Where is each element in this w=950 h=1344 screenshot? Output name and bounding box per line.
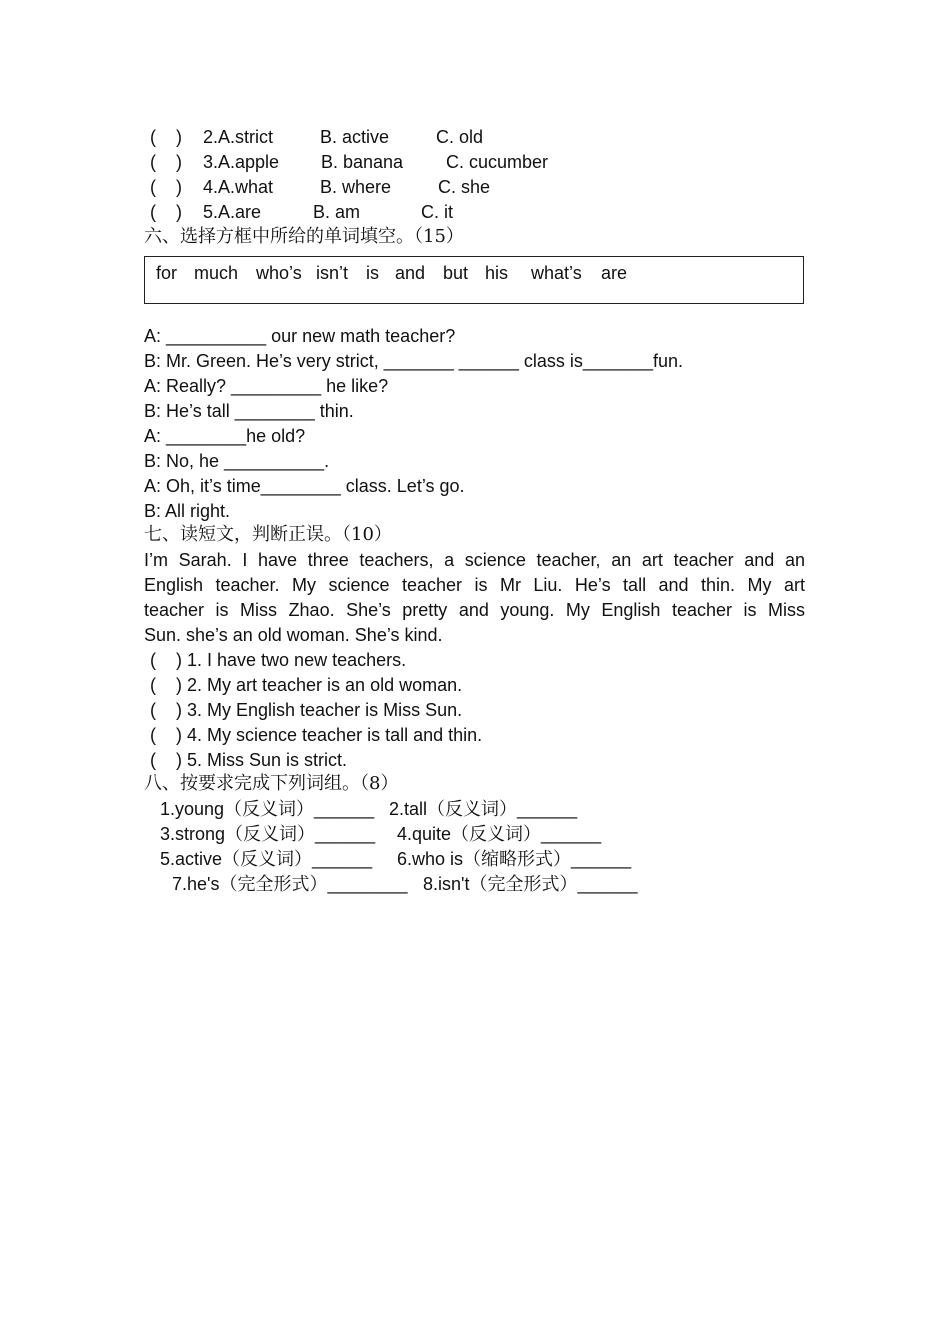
phrase-item: 7.he's（完全形式）________ [172,874,408,894]
dialogue-line: A: ________he old? [144,426,306,446]
phrase-item: 3.strong（反义词）______ [160,824,376,844]
word-bank-item: much [194,263,239,283]
word-bank-item: his [485,263,509,283]
true-false-statement: ( ) 2. My art teacher is an old woman. [150,675,463,695]
dialogue-line: B: All right. [144,501,231,521]
dialogue-line: A: __________ our new math teacher? [144,326,456,346]
option-a: 4.A.what [203,177,274,197]
answer-paren: ( ) [150,177,182,197]
word-bank-item: what’s [531,263,582,283]
dialogue-line: B: He’s tall ________ thin. [144,401,354,421]
true-false-statement: ( ) 3. My English teacher is Miss Sun. [150,700,463,720]
phrase-item: 8.isn't（完全形式）______ [423,874,638,894]
option-a: 2.A.strict [203,127,274,147]
dialogue-line: A: Oh, it’s time________ class. Let’s go. [144,476,465,496]
phrase-item: 4.quite（反义词）______ [397,824,602,844]
passage-line: English teacher. My science teacher is Mr Liu. He’s tall and thin. My art [144,575,805,595]
section-6-heading: 六、选择方框中所给的单词填空。（15） [144,226,464,247]
word-bank-item: for [156,263,178,283]
word-bank-item: but [443,263,469,283]
dialogue-line: B: Mr. Green. He’s very strict, _______ ______ class is_______fun. [144,351,683,371]
passage-line: Sun. she’s an old woman. She’s kind. [144,625,443,645]
true-false-statement: ( ) 5. Miss Sun is strict. [150,750,348,770]
option-b: B. am [313,202,361,222]
option-a: 5.A.are [203,202,262,222]
phrase-item: 5.active（反义词）______ [160,849,373,869]
option-c: C. old [436,127,484,147]
option-b: B. active [320,127,390,147]
word-bank-item: isn’t [316,263,349,283]
option-c: C. cucumber [446,152,549,172]
word-bank-item: is [366,263,379,283]
true-false-statement: ( ) 4. My science teacher is tall and thin. [150,725,483,745]
true-false-statement: ( ) 1. I have two new teachers. [150,650,407,670]
phrase-item: 6.who is（缩略形式）______ [397,849,632,869]
answer-paren: ( ) [150,127,182,147]
dialogue-line: B: No, he __________. [144,451,330,471]
section-8-heading: 八、按要求完成下列词组。（8） [144,773,399,794]
section-7-heading: 七、读短文，判断正误。（10） [144,524,392,545]
phrase-item: 2.tall（反义词）______ [389,799,578,819]
phrase-item: 1.young（反义词）______ [160,799,375,819]
passage-line: teacher is Miss Zhao. She’s pretty and young. My English teacher is Miss [144,600,805,620]
option-b: B. where [320,177,392,197]
passage-line: I’m Sarah. I have three teachers, a science teacher, an art teacher and an [144,550,805,570]
word-bank-item: and [395,263,426,283]
option-b: B. banana [321,152,404,172]
answer-paren: ( ) [150,202,182,222]
word-bank-item: who’s [256,263,302,283]
word-bank-box [144,256,804,304]
answer-paren: ( ) [150,152,182,172]
option-c: C. she [438,177,491,197]
option-a: 3.A.apple [203,152,280,172]
word-bank-item: are [601,263,628,283]
option-c: C. it [421,202,454,222]
dialogue-line: A: Really? _________ he like? [144,376,389,396]
